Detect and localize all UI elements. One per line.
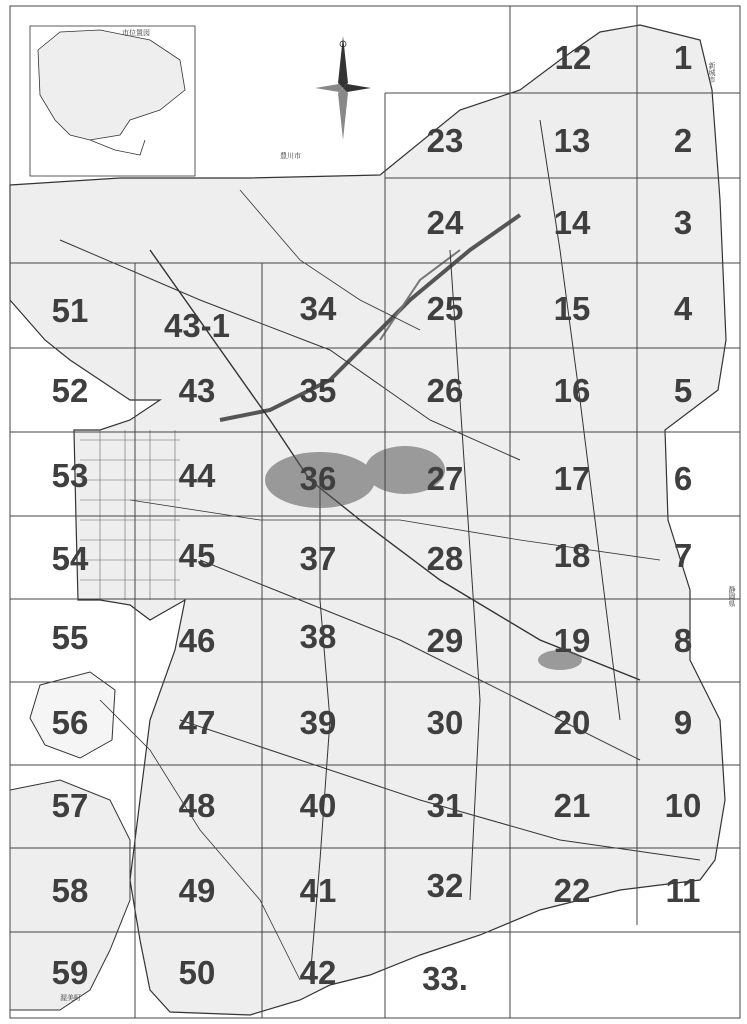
sheet-number[interactable]: 38 — [299, 618, 337, 655]
sheet-number[interactable]: 21 — [553, 787, 591, 824]
sheet-number[interactable]: 30 — [426, 704, 464, 741]
sheet-number[interactable]: 22 — [553, 872, 591, 909]
sheet-number[interactable]: 2 — [673, 122, 693, 159]
sheet-number[interactable]: 45 — [178, 537, 216, 574]
sheet-number[interactable]: 7 — [673, 537, 693, 574]
sheet-number[interactable]: 46 — [178, 622, 216, 659]
sheet-number[interactable]: 53 — [51, 457, 89, 494]
inset-location-map — [30, 26, 195, 176]
sheet-number[interactable]: 40 — [299, 787, 337, 824]
sheet-number[interactable]: 31 — [426, 787, 464, 824]
sheet-number[interactable]: 56 — [51, 704, 89, 741]
sheet-number[interactable]: 4 — [673, 290, 693, 327]
sheet-number[interactable]: 39 — [299, 704, 337, 741]
sheet-number[interactable]: 12 — [554, 39, 592, 76]
sheet-number[interactable]: 17 — [553, 460, 591, 497]
sheet-number[interactable]: 13 — [553, 122, 591, 159]
side-label-atsumi: 渥美町 — [60, 994, 81, 1002]
sheet-number[interactable]: 1 — [673, 39, 693, 76]
side-label-shizuoka: 静岡県 — [728, 586, 736, 607]
sheet-number[interactable]: 18 — [553, 537, 591, 574]
sheet-number[interactable]: 16 — [553, 372, 591, 409]
sheet-number[interactable]: 55 — [51, 619, 89, 656]
sheet-number[interactable]: 25 — [426, 290, 464, 327]
sheet-number[interactable]: 33. — [422, 960, 468, 997]
inset-title: 市位置図 — [122, 29, 150, 37]
sheet-number[interactable]: 49 — [178, 872, 216, 909]
sheet-number[interactable]: 54 — [51, 540, 89, 577]
sheet-number[interactable]: 24 — [426, 204, 464, 241]
sheet-number[interactable]: 41 — [299, 872, 337, 909]
sheet-number[interactable]: 43-1 — [163, 307, 231, 344]
sheet-number[interactable]: 51 — [51, 292, 89, 329]
sheet-number[interactable]: 20 — [553, 704, 591, 741]
sheet-number[interactable]: 3 — [673, 204, 693, 241]
sheet-number[interactable]: 37 — [299, 540, 337, 577]
sheet-number[interactable]: 9 — [673, 704, 693, 741]
sheet-number[interactable]: 48 — [178, 787, 216, 824]
sheet-number[interactable]: 59 — [51, 954, 89, 991]
sheet-number[interactable]: 27 — [426, 460, 464, 497]
sheet-number[interactable]: 15 — [553, 290, 591, 327]
sheet-number[interactable]: 43 — [178, 372, 216, 409]
sheet-number[interactable]: 32 — [426, 867, 464, 904]
sheet-number[interactable]: 6 — [673, 460, 693, 497]
sheet-number[interactable]: 14 — [553, 204, 591, 241]
sheet-number[interactable]: 58 — [51, 872, 89, 909]
sheet-number[interactable]: 47 — [178, 704, 216, 741]
sheet-number[interactable]: 23 — [426, 122, 464, 159]
sheet-number[interactable]: 19 — [553, 622, 591, 659]
sheet-number[interactable]: 11 — [665, 872, 701, 909]
sheet-number[interactable]: 34 — [299, 290, 337, 327]
sheet-number[interactable]: 28 — [426, 540, 464, 577]
sheet-number[interactable]: 52 — [51, 372, 89, 409]
sheet-number[interactable]: 29 — [426, 622, 464, 659]
sheet-number[interactable]: 35 — [299, 372, 337, 409]
sheet-number[interactable]: 26 — [426, 372, 464, 409]
side-label-shinshiro: 新城市 — [708, 62, 716, 83]
sheet-number[interactable]: 10 — [664, 787, 702, 824]
sheet-number[interactable]: 36 — [299, 460, 337, 497]
sheet-number[interactable]: 8 — [673, 622, 693, 659]
sheet-number[interactable]: 50 — [178, 954, 216, 991]
sheet-number[interactable]: 57 — [51, 787, 89, 824]
neighbor-city-label: 豊川市 — [280, 152, 301, 160]
sheet-number[interactable]: 5 — [673, 372, 693, 409]
sheet-number[interactable]: 44 — [178, 457, 216, 494]
sheet-number[interactable]: 42 — [299, 954, 337, 991]
